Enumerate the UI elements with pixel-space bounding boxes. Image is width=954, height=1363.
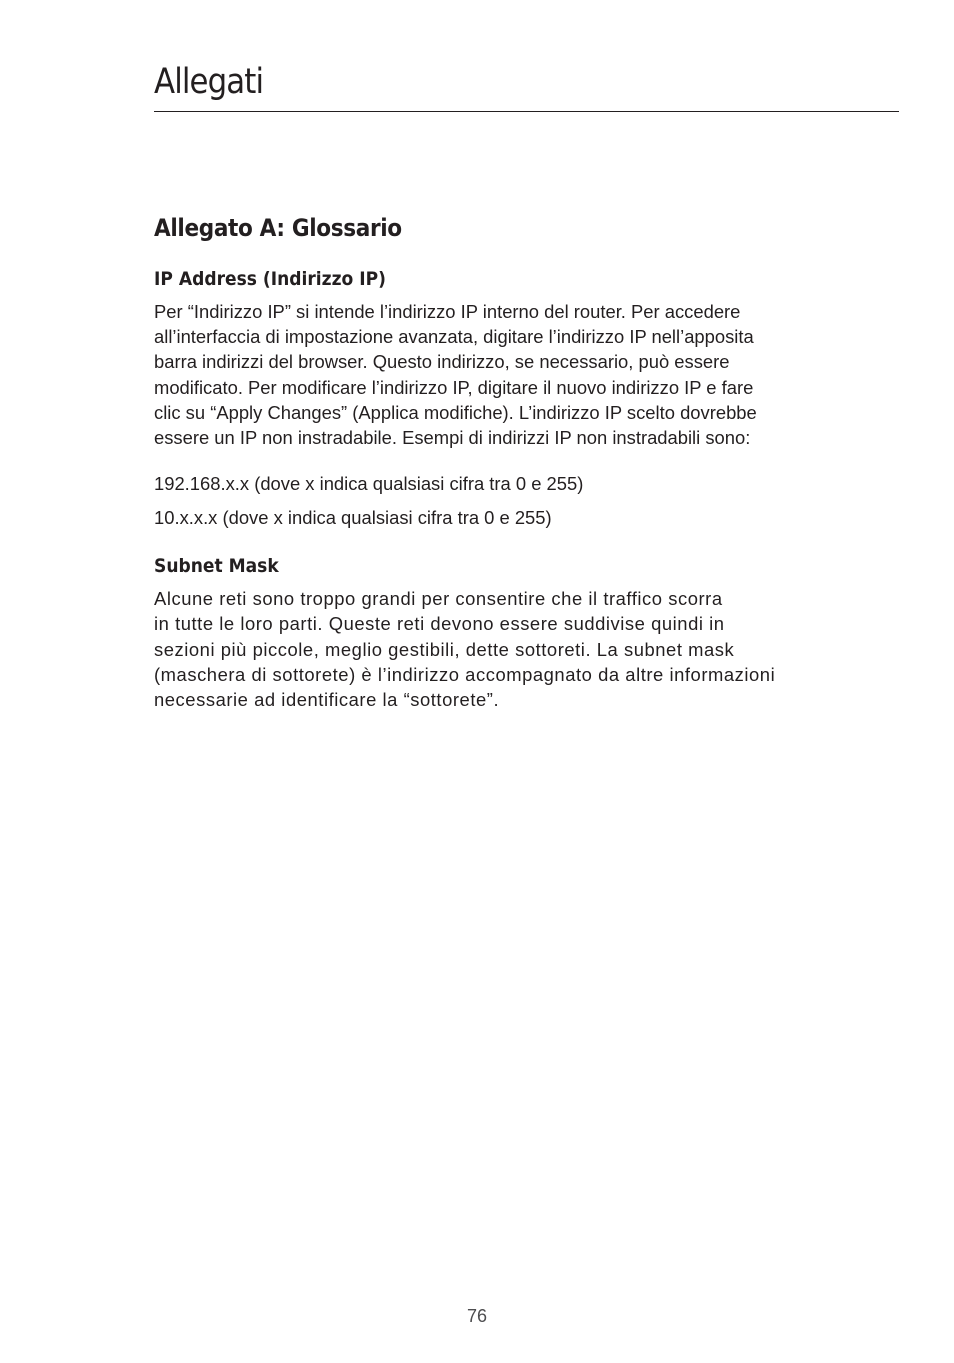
paragraph-line: barra indirizzi del browser. Questo indirizzo, se necessario, può essere: [154, 351, 730, 373]
ip-example-10: 10.x.x.x (dove x indica qualsiasi cifra tra 0 e 255): [154, 507, 552, 529]
term-title-subnet-mask: Subnet Mask: [154, 555, 279, 578]
paragraph-line: Per “Indirizzo IP” si intende l’indirizzo IP interno del router. Per accedere: [154, 301, 741, 322]
page-number: 76: [466, 1306, 488, 1326]
paragraph-line: essere un IP non instradabile. Esempi di indirizzi IP non instradabili sono:: [154, 427, 751, 449]
ip-example-192: 192.168.x.x (dove x indica qualsiasi cifra tra 0 e 255): [154, 473, 584, 495]
page-title: Allegati: [154, 62, 264, 102]
paragraph-line: sezioni più piccole, meglio gestibili, dette sottoreti. La subnet mask: [154, 638, 735, 660]
section-title: Allegato A: Glossario: [154, 214, 402, 242]
paragraph-line: (maschera di sottorete) è l’indirizzo accompagnato da altre informazioni: [154, 663, 776, 685]
glossary-entry-ip-address: [154, 265, 874, 530]
paragraph-line: all’interfaccia di impostazione avanzata, digitare l’indirizzo IP nell’apposita: [154, 326, 754, 348]
term-title-ip-address: IP Address (Indirizzo IP): [154, 268, 386, 290]
paragraph-line: Alcune reti sono troppo grandi per consentire che il traffico scorra: [154, 588, 723, 610]
page-header: [154, 58, 899, 106]
paragraph-line: in tutte le loro parti. Queste reti devono essere suddivise quindi in: [154, 613, 725, 635]
header-divider: [154, 111, 899, 112]
paragraph-line: necessarie ad identificare la “sottorete”.: [154, 689, 500, 711]
paragraph-line: clic su “Apply Changes” (Applica modifiche). L’indirizzo IP scelto dovrebbe: [154, 401, 757, 423]
subnet-mask-description: [154, 586, 874, 712]
main-content: [154, 210, 874, 712]
ip-address-description: [154, 299, 874, 450]
glossary-entry-subnet-mask: [154, 552, 874, 712]
paragraph-line: modificato. Per modificare l’indirizzo IP, digitare il nuovo indirizzo IP e fare: [154, 376, 754, 398]
